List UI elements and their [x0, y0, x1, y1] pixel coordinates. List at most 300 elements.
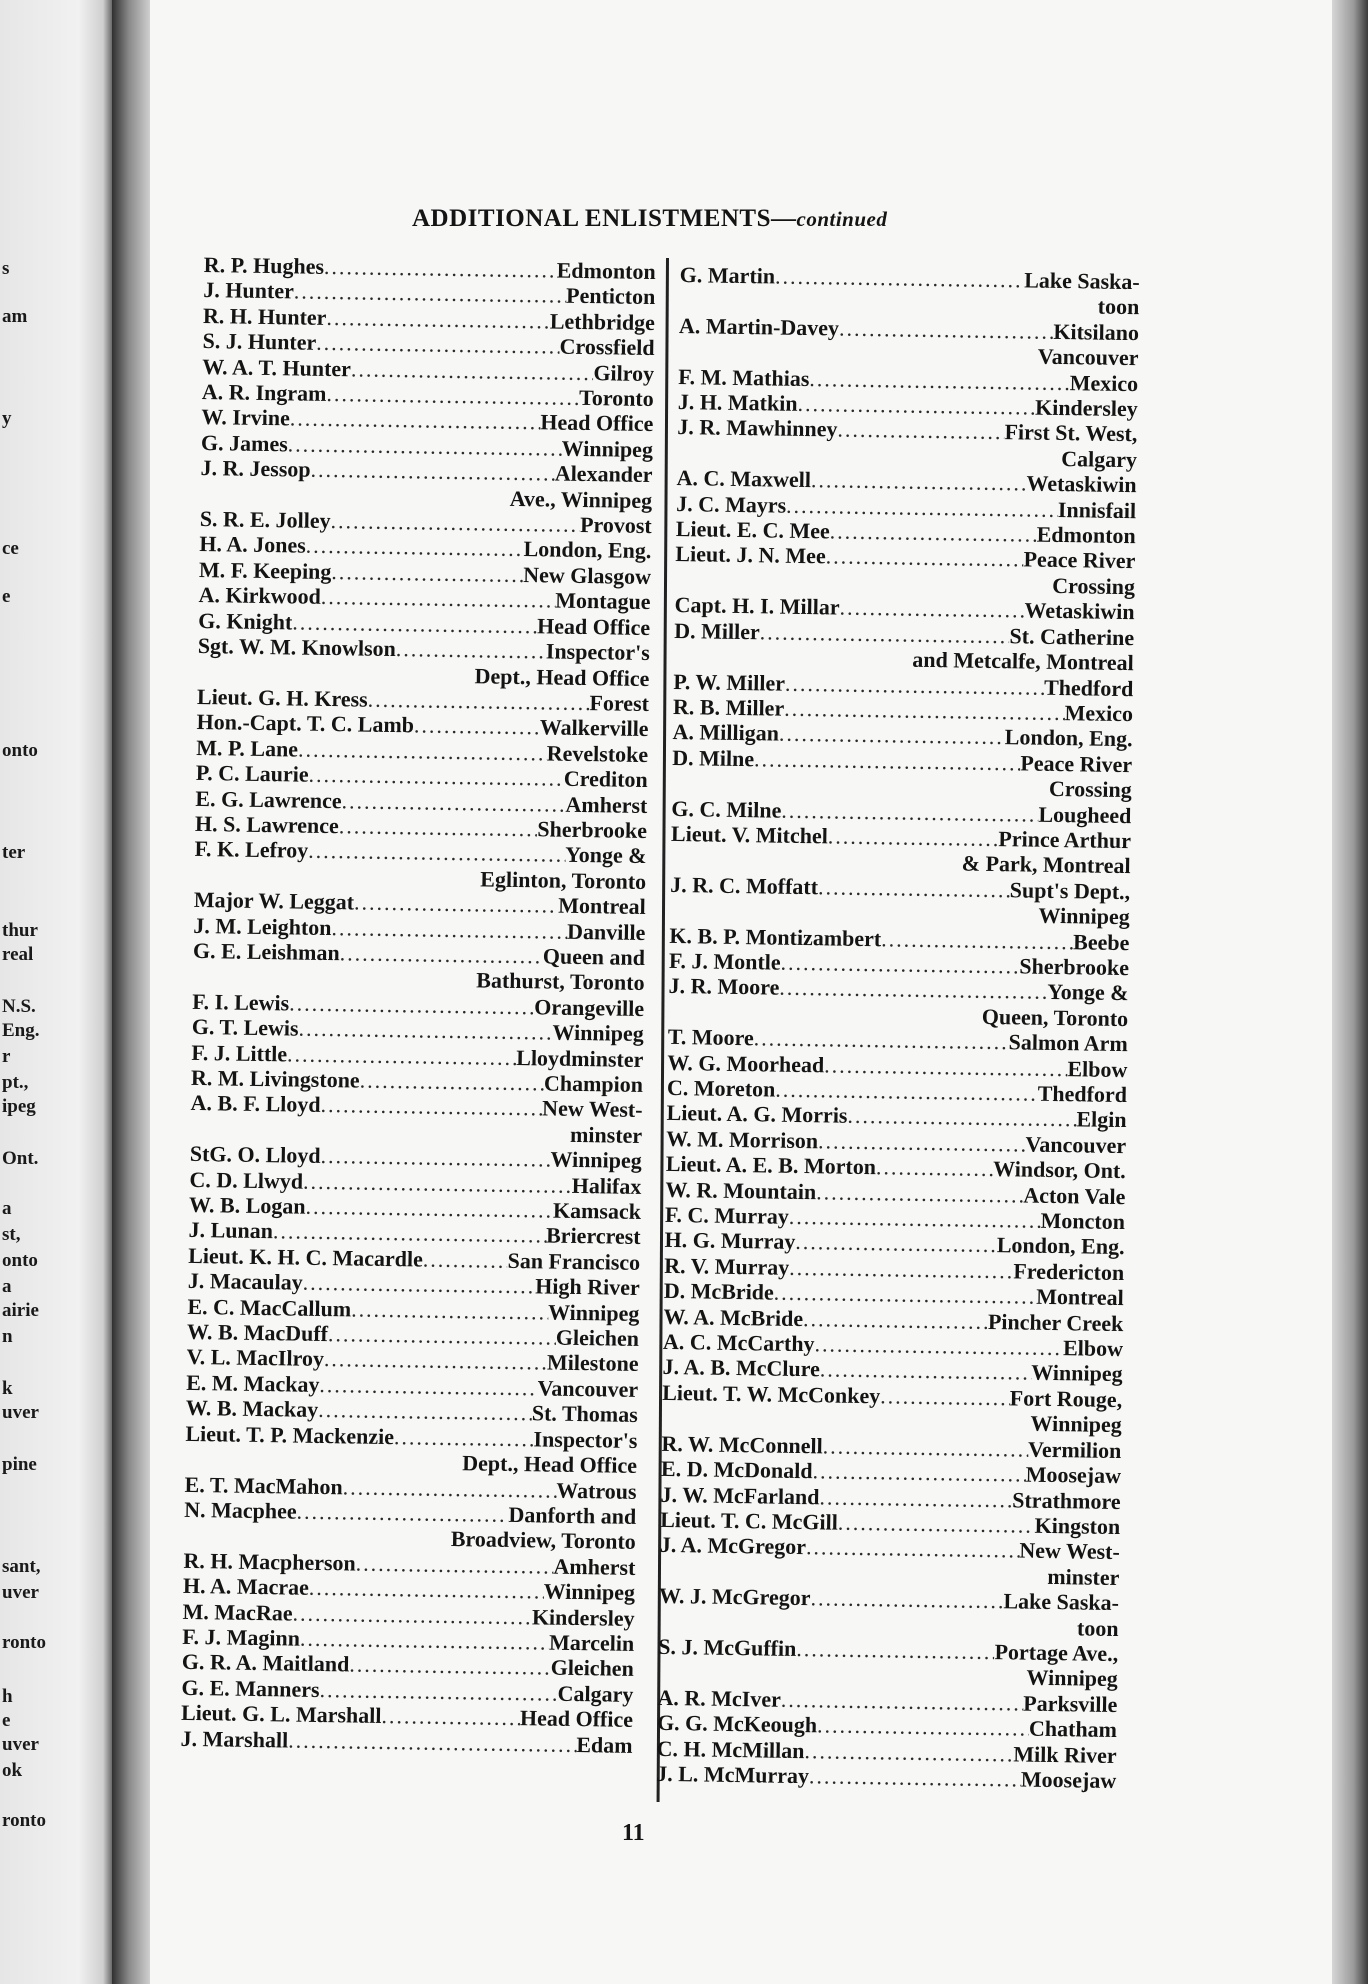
- entry-place: Montreal: [1036, 1283, 1124, 1311]
- entry-place: Supt's Dept.,: [1009, 877, 1131, 904]
- previous-page-text-fragment: real: [2, 944, 34, 965]
- entry-name: D. Miller: [674, 617, 760, 644]
- entry-name: Lieut. G. L. Marshall: [180, 1699, 382, 1729]
- leader-dots: [825, 544, 1023, 573]
- entry-name: G. C. Milne: [671, 795, 782, 823]
- entry-name: C. D. Llwyd: [189, 1166, 304, 1194]
- entry-name: E. M. Mackay: [186, 1369, 320, 1397]
- leader-dots: [308, 838, 565, 867]
- entry-name: V. L. MacIlroy: [186, 1344, 325, 1372]
- heading-continued: continued: [796, 207, 888, 231]
- entry-place: Salmon Arm: [1008, 1029, 1128, 1057]
- leader-dots: [839, 315, 1054, 344]
- entry-name: A. C. McCarthy: [662, 1328, 815, 1357]
- entry-place-continued: toon: [1097, 293, 1140, 320]
- leader-dots: [306, 533, 524, 562]
- entry-name: H. G. Murray: [664, 1227, 796, 1255]
- entry-place: Orangeville: [534, 994, 645, 1021]
- leader-dots: [810, 1585, 1003, 1613]
- entry-name: Sgt. W. M. Knowlson: [197, 633, 397, 662]
- entry-name: J. R. C. Moffatt: [670, 871, 819, 899]
- leader-dots: [824, 1052, 1068, 1081]
- leader-dots: [349, 1652, 551, 1681]
- entry-name: S. J. Hunter: [202, 328, 317, 355]
- leader-dots: [320, 1143, 550, 1172]
- entry-name: Lieut. G. H. Kress: [196, 683, 368, 712]
- leader-dots: [292, 609, 537, 638]
- entry-place: London, Eng.: [996, 1232, 1125, 1260]
- entry-place: Watrous: [556, 1477, 637, 1504]
- leader-dots: [806, 1534, 1020, 1563]
- entry-name: F. M. Mathias: [678, 363, 810, 391]
- previous-page-text-fragment: Eng.: [2, 1020, 40, 1041]
- entry-place-continued: & Park, Montreal: [961, 850, 1131, 879]
- leader-dots: [818, 874, 1010, 902]
- entry-place: Edmonton: [556, 257, 656, 285]
- leader-dots: [396, 636, 546, 664]
- leader-dots: [328, 1321, 556, 1350]
- leader-dots: [319, 1677, 557, 1706]
- leader-dots: [359, 1068, 544, 1096]
- entry-name: Lieut. T. P. Mackenzie: [185, 1420, 395, 1449]
- entry-place-continued: Dept., Head Office: [474, 662, 650, 691]
- entry-place: Calgary: [557, 1680, 634, 1707]
- previous-page-text-fragment: am: [2, 306, 28, 327]
- entry-place: Vancouver: [537, 1375, 639, 1402]
- entry-name: A. B. F. Lloyd: [190, 1090, 321, 1118]
- entry-place: Penticton: [565, 283, 656, 310]
- entry-place: Edam: [576, 1731, 633, 1758]
- entry-place: Marcelin: [548, 1629, 635, 1656]
- page-right-edge: [1332, 0, 1368, 1984]
- leader-dots: [326, 381, 579, 410]
- entry-name: R. H. Macpherson: [183, 1547, 356, 1576]
- entry-name: Capt. H. I. Millar: [674, 592, 840, 620]
- entry-name: A. Milligan: [672, 719, 780, 746]
- entry-place: Kingston: [1034, 1512, 1121, 1539]
- leader-dots: [789, 1255, 1014, 1284]
- entry-place-continued: Bathurst, Toronto: [476, 967, 645, 996]
- entry-name: W. A. T. Hunter: [202, 353, 352, 381]
- entry-place: London, Eng.: [1004, 724, 1133, 752]
- leader-dots: [298, 1016, 552, 1045]
- entry-name: H. A. Jones: [199, 531, 306, 559]
- entry-name: C. H. McMillan: [656, 1735, 805, 1763]
- entry-place: Winnipeg: [552, 1019, 644, 1047]
- entry-place: Winnipeg: [561, 435, 654, 462]
- leader-dots: [780, 950, 1019, 979]
- previous-page-text-fragment: e: [2, 1710, 11, 1731]
- leader-dots: [754, 1025, 1009, 1054]
- entry-place: Moncton: [1040, 1207, 1126, 1235]
- entry-place: Mexico: [1064, 700, 1134, 727]
- left-column-list: [180, 252, 655, 1758]
- entry-name: W. Irvine: [201, 404, 291, 431]
- entry-place: New Glasgow: [523, 561, 652, 589]
- previous-page-text-fragment: st,: [2, 1224, 21, 1245]
- leader-dots: [754, 746, 1021, 776]
- entry-place: Milk River: [1013, 1740, 1117, 1768]
- entry-name: J. R. Jessop: [200, 455, 311, 482]
- entry-place: Amherst: [565, 791, 648, 818]
- leader-dots: [818, 1128, 1026, 1157]
- leader-dots: [290, 406, 541, 435]
- entry-place-continued: Queen, Toronto: [981, 1003, 1129, 1031]
- leader-dots: [298, 736, 547, 765]
- leader-dots: [324, 1346, 547, 1375]
- entry-name: J. H. Matkin: [677, 389, 798, 416]
- entry-name: H. S. Lawrence: [194, 810, 340, 839]
- entry-name: Lieut. T. C. McGill: [660, 1506, 839, 1535]
- entry-place: Fredericton: [1013, 1258, 1125, 1285]
- previous-page-text-fragment: a: [2, 1198, 12, 1219]
- heading-dash: —: [771, 205, 797, 232]
- entry-place: Mexico: [1069, 369, 1139, 396]
- leader-dots: [316, 330, 560, 359]
- entry-name: E. T. MacMahon: [184, 1471, 343, 1499]
- entry-place: Thedford: [1043, 674, 1134, 701]
- entry-name: G. T. Lewis: [191, 1014, 299, 1041]
- entry-place: New West-: [541, 1095, 643, 1123]
- entry-name: G. James: [200, 429, 288, 457]
- entry-name: A. R. McIver: [657, 1684, 782, 1712]
- entry-place: Windsor, Ont.: [992, 1156, 1126, 1184]
- leader-dots: [310, 457, 555, 486]
- entry-place: New West-: [1019, 1537, 1120, 1565]
- entry-name: F. C. Murray: [664, 1201, 790, 1229]
- entry-place: Gleichen: [555, 1324, 640, 1352]
- entry-name: R. M. Livingstone: [190, 1064, 360, 1093]
- leader-dots: [319, 1372, 538, 1401]
- entry-name: J. R. Moore: [668, 973, 780, 1001]
- entry-place-continued: Broadview, Toronto: [450, 1526, 636, 1555]
- entry-name: Lieut. E. C. Mee: [675, 516, 830, 544]
- entry-place-continued: Ave., Winnipeg: [509, 485, 653, 513]
- entry-name: P. C. Laurie: [195, 760, 309, 787]
- previous-page-text-fragment: pine: [2, 1454, 37, 1475]
- entry-name: G. R. A. Maitland: [181, 1649, 350, 1677]
- entry-name: M. P. Lane: [196, 734, 299, 762]
- leader-dots: [339, 813, 538, 842]
- leader-dots: [779, 721, 1005, 750]
- entry-name: M. F. Keeping: [198, 556, 332, 584]
- previous-page-text-fragment: y: [2, 408, 12, 429]
- leader-dots: [839, 595, 1024, 623]
- previous-page-text-fragment: ipeg: [2, 1096, 36, 1117]
- entry-place: High River: [535, 1273, 640, 1301]
- entry-name: J. C. Mayrs: [676, 490, 787, 518]
- entry-place: Winnipeg: [550, 1146, 642, 1174]
- leader-dots: [296, 1499, 508, 1528]
- entry-place-continued: Crossing: [1048, 775, 1132, 803]
- entry-place: Gilroy: [593, 359, 655, 386]
- entry-place: Moosejaw: [1025, 1461, 1122, 1489]
- entry-place: Wetaskiwin: [1024, 597, 1135, 625]
- heading-title: ADDITIONAL ENLISTMENTS: [412, 205, 772, 232]
- entry-place: First St. West,: [1004, 419, 1138, 447]
- leader-dots: [308, 762, 564, 791]
- entry-name: S. R. E. Jolley: [199, 506, 331, 534]
- leader-dots: [356, 1550, 554, 1579]
- leader-dots: [331, 915, 567, 944]
- leader-dots: [324, 254, 557, 283]
- previous-page-text-fragment: r: [2, 1046, 11, 1067]
- leader-dots: [811, 467, 1027, 496]
- entry-place: Halifax: [571, 1172, 642, 1199]
- entry-place-continued: Winnipeg: [1030, 1410, 1122, 1438]
- entry-place: Revelstoke: [546, 740, 649, 767]
- entry-place: Crediton: [563, 765, 648, 793]
- entry-name: D. McBride: [663, 1278, 774, 1305]
- entry-name: W. B. Logan: [188, 1191, 306, 1219]
- leader-dots: [796, 1636, 995, 1665]
- entry-name: R. V. Murray: [664, 1252, 790, 1280]
- previous-page-text-fragment: thur: [2, 920, 38, 941]
- entry-place-continued: minster: [569, 1121, 643, 1148]
- entry-place: Inspector's: [533, 1426, 638, 1453]
- leader-dots: [305, 1194, 553, 1223]
- entry-name: J. M. Leighton: [193, 912, 332, 940]
- entry-name: E. D. McDonald: [660, 1455, 813, 1484]
- entry-place: Acton Vale: [1023, 1182, 1126, 1209]
- leader-dots: [881, 926, 1073, 954]
- entry-place: Yonge &: [1047, 979, 1129, 1006]
- entry-name: A. R. Ingram: [201, 379, 327, 406]
- page-heading: [412, 205, 887, 233]
- leader-dots: [828, 823, 999, 851]
- entry-place: Lougheed: [1038, 801, 1132, 828]
- previous-page-text-fragment: ter: [2, 842, 26, 863]
- previous-page-text-fragment: Ont.: [2, 1148, 39, 1169]
- leader-dots: [760, 619, 1010, 648]
- entry-name: Lieut. K. H. C. Macardle: [188, 1242, 424, 1272]
- entry-place: Elgin: [1076, 1106, 1127, 1133]
- entry-place-continued: Eglinton, Toronto: [480, 866, 647, 894]
- entry-place: Toronto: [578, 384, 654, 412]
- right-column-list: [656, 262, 1140, 1793]
- leader-dots: [414, 713, 540, 740]
- entry-name: J. Hunter: [203, 277, 295, 304]
- entry-place: Forest: [589, 690, 650, 716]
- entry-name: G. E. Leishman: [192, 937, 340, 966]
- leader-dots: [779, 975, 1047, 1005]
- entry-name: R. H. Hunter: [202, 302, 327, 330]
- entry-place: Vermilion: [1027, 1436, 1122, 1463]
- entry-place: Beebe: [1072, 928, 1130, 955]
- entry-name: Lieut. J. N. Mee: [675, 541, 826, 569]
- entry-name: E. C. MacCallum: [187, 1293, 352, 1322]
- entry-place: Danforth and: [508, 1501, 637, 1529]
- entry-name: S. J. McGuffin: [658, 1633, 797, 1661]
- entry-place: Alexander: [554, 460, 653, 488]
- leader-dots: [318, 1397, 532, 1426]
- entry-place: Lethbridge: [549, 308, 656, 335]
- entry-place: Sherbrooke: [1019, 953, 1130, 981]
- entry-name: W. J. McGregor: [658, 1582, 811, 1611]
- entry-place: Strathmore: [1012, 1486, 1121, 1514]
- entry-place: Montague: [555, 587, 651, 615]
- previous-page-text-fragment: ronto: [2, 1632, 46, 1653]
- leader-dots: [394, 1424, 534, 1452]
- entry-place: Walkerville: [539, 714, 649, 742]
- entry-place: Portage Ave.,: [994, 1639, 1119, 1666]
- previous-page-text-fragment: ronto: [2, 1810, 46, 1831]
- entry-place: London, Eng.: [523, 536, 652, 564]
- entry-name: M. MacRae: [182, 1598, 293, 1626]
- entry-place-continued: Calgary: [1061, 445, 1138, 473]
- entry-place: San Francisco: [507, 1247, 641, 1275]
- entry-name: D. Milne: [672, 744, 755, 771]
- entry-place: Winnipeg: [543, 1578, 636, 1606]
- entry-name: G. Martin: [679, 262, 776, 289]
- leader-dots: [340, 940, 544, 969]
- entry-place-continued: toon: [1076, 1614, 1119, 1641]
- leader-dots: [876, 1154, 993, 1181]
- entry-name: W. B. Mackay: [185, 1395, 319, 1423]
- entry-place: Briercrest: [545, 1222, 641, 1250]
- previous-page-text-fragment: a: [2, 1276, 12, 1297]
- leader-dots: [819, 1484, 1012, 1512]
- leader-dots: [354, 890, 558, 919]
- leader-dots: [292, 1600, 532, 1629]
- previous-page-text-fragment: k: [2, 1378, 13, 1399]
- entry-name: J. R. Mawhinney: [677, 414, 838, 442]
- entry-place: Fort Rouge,: [1009, 1385, 1123, 1412]
- entry-place: Elbow: [1062, 1335, 1124, 1362]
- leader-dots: [423, 1246, 508, 1273]
- entry-name: Lieut. A. G. Morris: [666, 1100, 848, 1129]
- leader-dots: [341, 788, 565, 817]
- entry-place-continued: Winnipeg: [1038, 902, 1130, 930]
- entry-place: Peace River: [1023, 546, 1136, 574]
- entry-place: Pincher Creek: [987, 1308, 1124, 1336]
- entry-place: Champion: [543, 1070, 644, 1097]
- entry-place-continued: Winnipeg: [1026, 1664, 1118, 1692]
- entry-place: Edmonton: [1036, 521, 1136, 549]
- leader-dots: [351, 356, 594, 385]
- entry-place: Innisfail: [1057, 496, 1137, 523]
- entry-place: Crossfield: [559, 333, 655, 361]
- leader-dots: [804, 1738, 1013, 1767]
- entry-name: C. Moreton: [666, 1074, 776, 1102]
- leader-dots: [837, 417, 1004, 445]
- entry-name: T. Moore: [667, 1024, 754, 1051]
- previous-page-text-fragment: uver: [2, 1734, 39, 1755]
- entry-place: Prince Arthur: [998, 826, 1132, 854]
- leader-dots: [368, 687, 590, 716]
- entry-name: P. W. Miller: [673, 668, 786, 696]
- entry-name: Lieut. T. W. McConkey: [662, 1379, 881, 1409]
- leader-dots: [809, 1763, 1021, 1792]
- entry-name: W. G. Moorhead: [667, 1049, 825, 1077]
- previous-page-text-fragment: uver: [2, 1582, 39, 1603]
- entry-place: Moosejaw: [1020, 1766, 1117, 1794]
- previous-page-text-fragment: N.S.: [2, 996, 36, 1017]
- entry-place: Kindersley: [531, 1603, 635, 1631]
- leader-dots: [830, 518, 1037, 547]
- entry-place: Peace River: [1020, 750, 1133, 777]
- entry-name: J. A. B. McClure: [662, 1354, 821, 1382]
- entry-place: Lake Saska-: [1003, 1588, 1120, 1616]
- entry-place: Gleichen: [550, 1654, 634, 1682]
- entry-place: Amherst: [553, 1553, 636, 1580]
- entry-name: W. R. Mountain: [665, 1176, 817, 1204]
- entry-place: Chatham: [1028, 1715, 1118, 1743]
- entry-place: Montreal: [558, 892, 646, 920]
- entry-name: J. Marshall: [180, 1725, 289, 1753]
- leader-dots: [381, 1703, 520, 1731]
- page-number: 11: [622, 1820, 645, 1846]
- entry-place: Head Office: [519, 1705, 634, 1733]
- entry-name: R. B. Miller: [672, 693, 785, 721]
- entry-name: W. M. Morrison: [666, 1125, 819, 1154]
- entry-place: Thedford: [1037, 1080, 1128, 1108]
- entry-name: Lieut. A. E. B. Morton: [665, 1151, 877, 1180]
- entry-place: Danville: [566, 918, 646, 945]
- previous-page-text-fragment: airie: [2, 1300, 39, 1321]
- leader-dots: [781, 1687, 1024, 1716]
- book-spine-shadow: [112, 0, 150, 1984]
- entry-place: Vancouver: [1025, 1131, 1127, 1158]
- entry-name: Hon.-Capt. T. C. Lamb: [196, 709, 415, 738]
- entry-place: Lake Saska-: [1024, 267, 1140, 295]
- entry-place: Head Office: [540, 409, 654, 437]
- entry-name: J. W. McFarland: [660, 1481, 820, 1509]
- entry-name: J. Lunan: [188, 1217, 274, 1244]
- entry-name: Major W. Leggat: [193, 887, 355, 915]
- entry-place: Milestone: [546, 1349, 639, 1377]
- previous-page-text-fragment: e: [2, 586, 11, 607]
- entry-name: W. B. MacDuff: [186, 1318, 329, 1347]
- entry-name: K. B. P. Montizambert: [669, 922, 882, 951]
- leader-dots: [326, 305, 550, 334]
- previous-page-text-fragment: pt.,: [2, 1072, 29, 1093]
- previous-page-text-fragment: sant,: [2, 1556, 41, 1577]
- leader-dots: [816, 1179, 1024, 1208]
- leader-dots: [812, 1458, 1025, 1487]
- entry-name: A. Martin-Davey: [678, 312, 840, 341]
- entry-place: Queen and: [542, 943, 646, 970]
- previous-page-text-fragment: s: [2, 258, 10, 279]
- entry-name: R. W. McConnell: [661, 1430, 823, 1459]
- entry-name: A. C. Maxwell: [676, 465, 812, 493]
- leader-dots: [847, 1103, 1076, 1132]
- entry-place: St. Catherine: [1009, 622, 1135, 650]
- leader-dots: [289, 990, 534, 1019]
- entry-place-continued: Vancouver: [1037, 343, 1139, 371]
- entry-name: Lieut. V. Mitchel: [670, 820, 829, 849]
- entry-place: Head Office: [536, 612, 651, 640]
- entry-name: G. G. McKeough: [656, 1709, 818, 1738]
- entry-name: J. L. McMurray: [656, 1760, 810, 1789]
- leader-dots: [288, 1727, 577, 1757]
- entry-place-continued: minster: [1047, 1563, 1120, 1590]
- leader-dots: [797, 391, 1035, 420]
- leader-dots: [287, 1041, 517, 1070]
- entry-place: Kindersley: [1034, 394, 1138, 422]
- entry-place: Winnipeg: [1031, 1360, 1123, 1387]
- leader-dots: [820, 1357, 1032, 1386]
- leader-dots: [309, 1575, 544, 1604]
- leader-dots: [331, 559, 523, 587]
- entry-place-continued: Crossing: [1052, 572, 1136, 600]
- leader-dots: [880, 1383, 1010, 1410]
- leader-dots: [775, 263, 1024, 292]
- entry-place-continued: Dept., Head Office: [462, 1450, 638, 1479]
- entry-name: E. G. Lawrence: [195, 785, 342, 813]
- previous-page-text-fragment: ce: [2, 538, 19, 559]
- entry-place: Wetaskiwin: [1026, 470, 1137, 498]
